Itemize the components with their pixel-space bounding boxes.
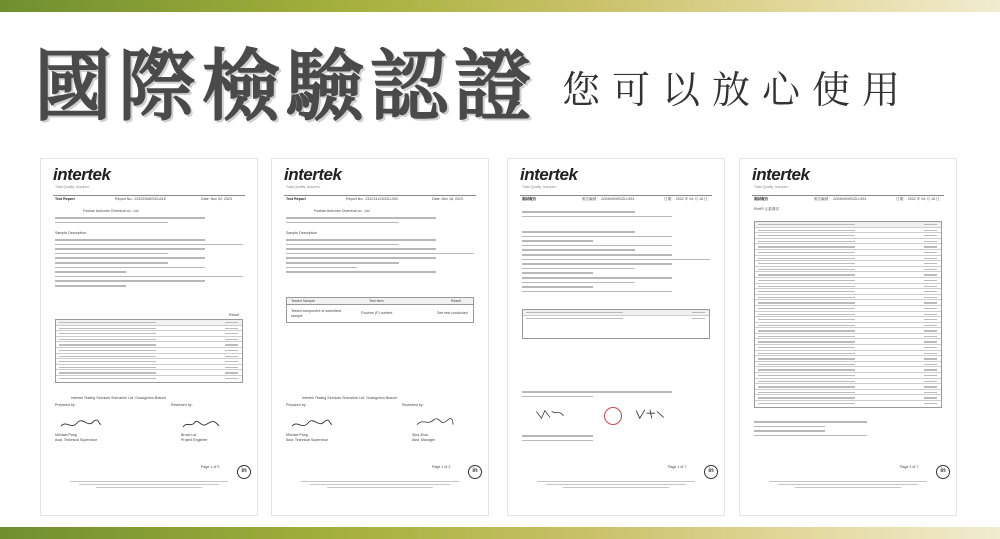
sample-details-lines — [286, 239, 474, 276]
signer-name: Bruce Lai — [181, 433, 197, 437]
bottom-color-band — [0, 527, 1000, 539]
test-report-card — [271, 158, 489, 516]
top-color-band — [0, 0, 1000, 12]
footer-address-lines — [528, 481, 704, 490]
sample-details-lines — [55, 239, 243, 290]
signature-image — [59, 417, 103, 429]
page-number: Page 1 of 3 — [432, 465, 451, 469]
page-number: Page 1 of 7 — [668, 465, 687, 469]
report-date: Date: Dec 18, 2023 — [432, 197, 463, 201]
applicant-company: Foshan Ashcolor Chemical co., Ltd — [314, 209, 370, 213]
logo-tagline: Total Quality. Assured. — [286, 185, 321, 189]
lab-lines — [522, 391, 710, 400]
divider — [520, 195, 712, 196]
signer-title: Asst. Manager — [412, 438, 436, 442]
sample-description-label: Sample Description — [55, 231, 87, 235]
signature-image — [412, 415, 458, 427]
table-header: Test Item — [369, 299, 384, 303]
test-report-card — [40, 158, 258, 516]
certification-stamp-icon: in — [237, 465, 251, 479]
signer-name: Michael Pang — [286, 433, 308, 437]
test-results-table — [754, 221, 942, 408]
report-title: 測試報告 — [522, 197, 537, 201]
divider — [53, 195, 245, 196]
certification-stamp-icon: in — [704, 465, 718, 479]
lab-name: Intertek Testing Services Shenzhen Ltd. Guangzhou Branch — [302, 396, 398, 400]
signer-lines — [522, 435, 710, 444]
reviewed-by-label: Reviewed by: — [171, 403, 193, 407]
lab-name: Intertek Testing Services Shenzhen Ltd. Guangzhou Branch — [71, 396, 167, 400]
report-number: Report No.: 231023060SZLi01E — [115, 197, 167, 201]
test-results-table — [286, 297, 474, 323]
certification-stamp-icon: in — [468, 465, 482, 479]
signer-title: Asst. Technical Supervisor — [286, 438, 329, 442]
logo-tagline: Total Quality. Assured. — [55, 185, 90, 189]
report-title: Test Report — [55, 197, 75, 201]
applicant-address-lines — [286, 217, 474, 226]
report-number: Report No.: 231214123GZU-002 — [346, 197, 399, 201]
logo-tagline: Total Quality. Assured. — [522, 185, 557, 189]
signer-title: Asst. Technical Supervisor — [55, 438, 98, 442]
footer-address-lines — [292, 481, 468, 490]
reviewed-by-label: Reviewed by: — [402, 403, 424, 407]
divider — [752, 195, 944, 196]
page-number: Page 2 of 7 — [900, 465, 919, 469]
applicant-lines — [522, 211, 710, 220]
footer-address-lines — [760, 481, 936, 490]
page-number: Page 1 of 9 — [201, 465, 220, 469]
report-date: 日期： 2022 年 04 月 18 日 — [896, 197, 940, 201]
divider — [284, 195, 476, 196]
prepared-by-label: Prepared by: — [55, 403, 76, 407]
logo-tagline: Total Quality. Assured. — [754, 185, 789, 189]
intertek-logo: intertek — [520, 165, 578, 184]
applicant-company: Foshan Ashcolor Chemical co., Ltd — [83, 209, 139, 213]
tagline: 您可以放心使用 — [562, 68, 913, 112]
signer-title: Project Engineer — [181, 438, 208, 442]
signature-image — [181, 417, 221, 429]
signature-image — [290, 417, 334, 429]
table-header: Tested Sample — [291, 299, 315, 303]
intertek-logo: intertek — [284, 165, 342, 184]
notes-lines — [754, 421, 942, 439]
report-number: 報告編號： 22040909SGZU-003 — [814, 197, 867, 201]
signature-image — [630, 407, 670, 419]
table-cell: See test conducted — [437, 311, 468, 315]
table-cell: Tested component of submitted sample — [291, 309, 341, 319]
sample-description-label: Sample Description — [286, 231, 318, 235]
section-title: RoHS 元素測試 — [754, 207, 779, 211]
report-number: 報告編號： 22040909SGZU-003 — [582, 197, 635, 201]
report-title: 測試報告 — [754, 197, 769, 201]
test-results-table — [522, 309, 710, 339]
signature-image — [530, 407, 570, 419]
test-report-card — [739, 158, 957, 516]
test-results-table — [55, 319, 243, 383]
certification-stamp-icon: in — [936, 465, 950, 479]
intertek-logo: intertek — [53, 165, 111, 184]
report-date: 日期： 2022 年 04 月 18 日 — [664, 197, 708, 201]
signer-name: Sina Zhou — [412, 433, 429, 437]
result-heading: Result — [229, 313, 240, 317]
report-title: Test Report — [286, 197, 306, 201]
headline: 國際檢驗認證 — [34, 41, 539, 132]
company-seal-icon — [604, 407, 622, 425]
applicant-address-lines — [55, 217, 243, 226]
table-header: Result — [451, 299, 462, 303]
sample-details-lines — [522, 231, 710, 295]
footer-address-lines — [61, 481, 237, 490]
intertek-logo: intertek — [752, 165, 810, 184]
signer-name: Michael Pang — [55, 433, 77, 437]
test-report-card — [507, 158, 725, 516]
prepared-by-label: Prepared by: — [286, 403, 307, 407]
report-date: Date: Nov 02, 2023 — [201, 197, 232, 201]
table-cell: Fluorine (F) content — [361, 311, 393, 315]
